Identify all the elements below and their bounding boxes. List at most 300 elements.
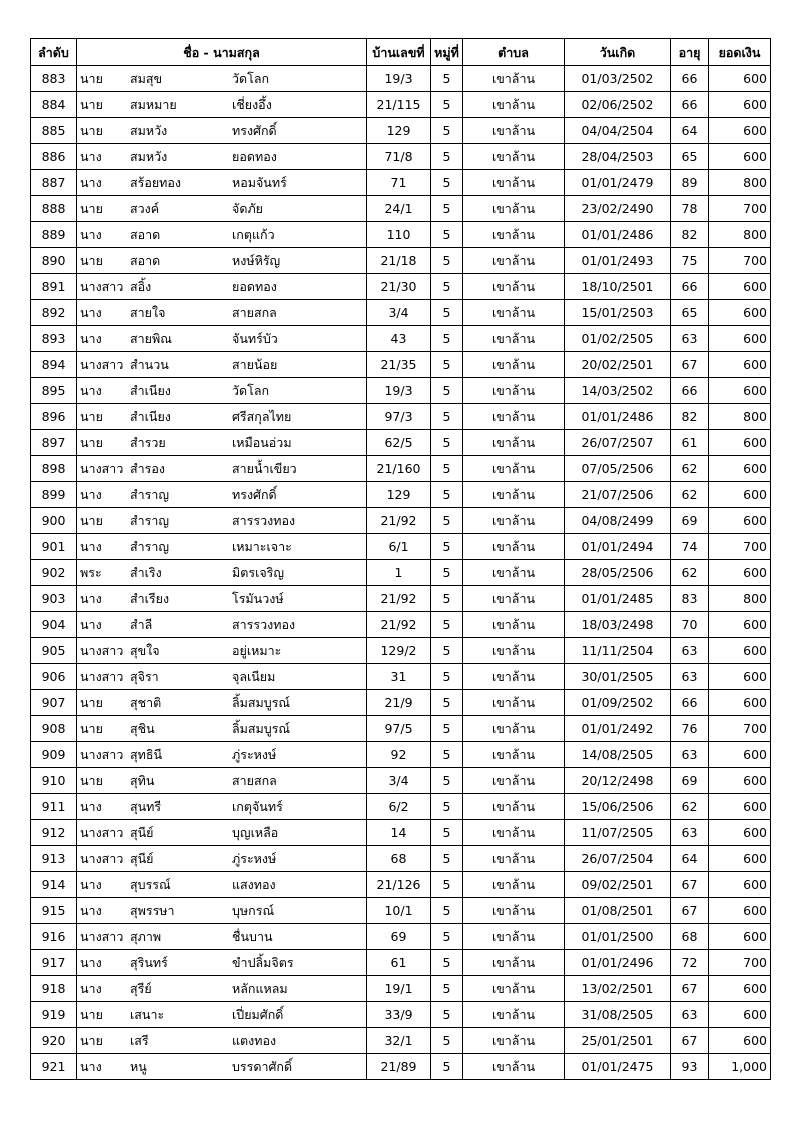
village-number: 5: [431, 898, 463, 924]
full-name-cell: [77, 872, 367, 898]
date-of-birth: 01/01/2479: [565, 170, 671, 196]
amount: 600: [709, 768, 771, 794]
house-number: 21/160: [367, 456, 431, 482]
amount: 600: [709, 794, 771, 820]
first-name: สุนีย์: [130, 851, 154, 866]
row-number: 900: [31, 508, 77, 534]
full-name-cell: [77, 118, 367, 144]
name-title: นางสาว: [80, 669, 124, 684]
house-number: 129/2: [367, 638, 431, 664]
name-title: นางสาว: [80, 747, 124, 762]
subdistrict: เขาล้าน: [463, 118, 565, 144]
age: 70: [671, 612, 709, 638]
full-name-cell: [77, 222, 367, 248]
age: 66: [671, 690, 709, 716]
table-row: [31, 378, 771, 404]
first-name: สำเนียง: [130, 409, 171, 424]
table-row: [31, 742, 771, 768]
table-row: [31, 170, 771, 196]
table-row: [31, 950, 771, 976]
first-name: สำราญ: [130, 513, 170, 528]
amount: 600: [709, 92, 771, 118]
header-house: บ้านเลขที่: [367, 39, 431, 66]
village-number: 5: [431, 196, 463, 222]
full-name-cell: [77, 898, 367, 924]
table-row: [31, 274, 771, 300]
table-row: [31, 456, 771, 482]
table-row: [31, 612, 771, 638]
age: 67: [671, 872, 709, 898]
amount: 600: [709, 976, 771, 1002]
last-name: เหมาะเจาะ: [232, 539, 292, 554]
header-no: ลำดับ: [31, 39, 77, 66]
table-row: [31, 846, 771, 872]
amount: 600: [709, 482, 771, 508]
house-number: 21/92: [367, 612, 431, 638]
name-title: นาง: [80, 955, 102, 970]
name-title: นาง: [80, 981, 102, 996]
row-number: 902: [31, 560, 77, 586]
name-title: นาย: [80, 253, 103, 268]
village-number: 5: [431, 716, 463, 742]
table-row: [31, 508, 771, 534]
first-name: สำนวน: [130, 357, 169, 372]
age: 63: [671, 326, 709, 352]
first-name: สุชาติ: [130, 695, 162, 710]
subdistrict: เขาล้าน: [463, 586, 565, 612]
name-title: นาย: [80, 71, 103, 86]
first-name: สายพิณ: [130, 331, 172, 346]
name-title: นาง: [80, 331, 102, 346]
last-name: มิตรเจริญ: [232, 565, 285, 580]
amount: 600: [709, 664, 771, 690]
first-name: สุพรรษา: [130, 903, 175, 918]
row-number: 903: [31, 586, 77, 612]
date-of-birth: 01/01/2485: [565, 586, 671, 612]
village-number: 5: [431, 1028, 463, 1054]
house-number: 97/3: [367, 404, 431, 430]
name-title: นาง: [80, 903, 102, 918]
row-number: 911: [31, 794, 77, 820]
name-title: นาง: [80, 799, 102, 814]
amount: 700: [709, 950, 771, 976]
full-name-cell: [77, 638, 367, 664]
amount: 600: [709, 456, 771, 482]
row-number: 899: [31, 482, 77, 508]
last-name: ภู่ระหงษ์: [232, 747, 277, 762]
amount: 600: [709, 1002, 771, 1028]
table-row: [31, 924, 771, 950]
row-number: 921: [31, 1054, 77, 1080]
table-row: [31, 222, 771, 248]
date-of-birth: 01/02/2505: [565, 326, 671, 352]
house-number: 21/30: [367, 274, 431, 300]
date-of-birth: 04/08/2499: [565, 508, 671, 534]
subdistrict: เขาล้าน: [463, 352, 565, 378]
table-row: [31, 638, 771, 664]
date-of-birth: 01/01/2486: [565, 404, 671, 430]
full-name-cell: [77, 456, 367, 482]
age: 68: [671, 924, 709, 950]
age: 69: [671, 508, 709, 534]
name-title: นาย: [80, 1007, 103, 1022]
first-name: สุนทรี: [130, 799, 162, 814]
age: 62: [671, 456, 709, 482]
village-number: 5: [431, 794, 463, 820]
date-of-birth: 26/07/2504: [565, 846, 671, 872]
name-title: นาง: [80, 227, 102, 242]
last-name: เหมือนอ่วม: [232, 435, 292, 450]
age: 66: [671, 378, 709, 404]
last-name: ภู่ระหงษ์: [232, 851, 277, 866]
full-name-cell: [77, 404, 367, 430]
house-number: 19/1: [367, 976, 431, 1002]
house-number: 21/35: [367, 352, 431, 378]
subdistrict: เขาล้าน: [463, 872, 565, 898]
first-name: สร้อยทอง: [130, 175, 182, 190]
age: 69: [671, 768, 709, 794]
table-row: [31, 1028, 771, 1054]
age: 63: [671, 664, 709, 690]
last-name: วัดโลก: [232, 383, 270, 398]
name-title: นาย: [80, 123, 103, 138]
house-number: 21/115: [367, 92, 431, 118]
table-row: [31, 820, 771, 846]
date-of-birth: 04/04/2504: [565, 118, 671, 144]
subdistrict: เขาล้าน: [463, 638, 565, 664]
row-number: 918: [31, 976, 77, 1002]
amount: 600: [709, 846, 771, 872]
amount: 600: [709, 326, 771, 352]
full-name-cell: [77, 976, 367, 1002]
full-name-cell: [77, 66, 367, 92]
date-of-birth: 31/08/2505: [565, 1002, 671, 1028]
village-number: 5: [431, 820, 463, 846]
full-name-cell: [77, 950, 367, 976]
date-of-birth: 15/01/2503: [565, 300, 671, 326]
house-number: 3/4: [367, 768, 431, 794]
table-row: [31, 716, 771, 742]
row-number: 905: [31, 638, 77, 664]
first-name: สมหวัง: [130, 123, 168, 138]
table-row: [31, 898, 771, 924]
date-of-birth: 07/05/2506: [565, 456, 671, 482]
subdistrict: เขาล้าน: [463, 716, 565, 742]
last-name: ลิ้มสมบูรณ์: [232, 721, 291, 736]
age: 67: [671, 352, 709, 378]
table-row: [31, 248, 771, 274]
subdistrict: เขาล้าน: [463, 846, 565, 872]
full-name-cell: [77, 690, 367, 716]
subdistrict: เขาล้าน: [463, 482, 565, 508]
row-number: 895: [31, 378, 77, 404]
row-number: 892: [31, 300, 77, 326]
amount: 600: [709, 118, 771, 144]
first-name: สำราญ: [130, 539, 170, 554]
table-body: [31, 66, 771, 1080]
name-title: นางสาว: [80, 643, 124, 658]
last-name: หอมจันทร์: [232, 175, 287, 190]
date-of-birth: 20/12/2498: [565, 768, 671, 794]
header-name: ชื่อ - นามสกุล: [77, 39, 367, 66]
full-name-cell: [77, 274, 367, 300]
age: 65: [671, 144, 709, 170]
row-number: 894: [31, 352, 77, 378]
name-title: นาง: [80, 539, 102, 554]
age: 76: [671, 716, 709, 742]
village-number: 5: [431, 1054, 463, 1080]
date-of-birth: 01/01/2500: [565, 924, 671, 950]
subdistrict: เขาล้าน: [463, 378, 565, 404]
village-number: 5: [431, 638, 463, 664]
last-name: จันทร์บัว: [232, 331, 278, 346]
date-of-birth: 01/03/2502: [565, 66, 671, 92]
house-number: 68: [367, 846, 431, 872]
amount: 600: [709, 690, 771, 716]
village-number: 5: [431, 742, 463, 768]
last-name: จัดภัย: [232, 201, 264, 216]
last-name: ยอดทอง: [232, 279, 277, 294]
beneficiary-table: [30, 38, 771, 1080]
amount: 600: [709, 430, 771, 456]
date-of-birth: 09/02/2501: [565, 872, 671, 898]
age: 64: [671, 118, 709, 144]
house-number: 21/92: [367, 586, 431, 612]
house-number: 19/3: [367, 378, 431, 404]
name-title: นาย: [80, 201, 103, 216]
house-number: 92: [367, 742, 431, 768]
village-number: 5: [431, 690, 463, 716]
name-title: นางสาว: [80, 461, 124, 476]
date-of-birth: 01/08/2501: [565, 898, 671, 924]
name-title: นาง: [80, 175, 102, 190]
last-name: สารรวงทอง: [232, 617, 296, 632]
amount: 600: [709, 352, 771, 378]
village-number: 5: [431, 118, 463, 144]
amount: 600: [709, 872, 771, 898]
row-number: 897: [31, 430, 77, 456]
name-title: นางสาว: [80, 851, 124, 866]
age: 66: [671, 92, 709, 118]
row-number: 890: [31, 248, 77, 274]
first-name: สุทธินี: [130, 747, 163, 762]
full-name-cell: [77, 534, 367, 560]
first-name: สำลี: [130, 617, 153, 632]
house-number: 129: [367, 118, 431, 144]
full-name-cell: [77, 846, 367, 872]
village-number: 5: [431, 326, 463, 352]
house-number: 71/8: [367, 144, 431, 170]
age: 66: [671, 66, 709, 92]
house-number: 129: [367, 482, 431, 508]
first-name: สำเนียง: [130, 383, 171, 398]
house-number: 69: [367, 924, 431, 950]
amount: 600: [709, 820, 771, 846]
full-name-cell: [77, 352, 367, 378]
age: 74: [671, 534, 709, 560]
first-name: สมหมาย: [130, 97, 177, 112]
village-number: 5: [431, 534, 463, 560]
subdistrict: เขาล้าน: [463, 534, 565, 560]
house-number: 6/2: [367, 794, 431, 820]
name-title: นาง: [80, 383, 102, 398]
name-title: นางสาว: [80, 357, 124, 372]
village-number: 5: [431, 430, 463, 456]
full-name-cell: [77, 768, 367, 794]
age: 61: [671, 430, 709, 456]
subdistrict: เขาล้าน: [463, 326, 565, 352]
row-number: 887: [31, 170, 77, 196]
house-number: 14: [367, 820, 431, 846]
name-title: นางสาว: [80, 929, 124, 944]
amount: 600: [709, 144, 771, 170]
house-number: 21/126: [367, 872, 431, 898]
row-number: 908: [31, 716, 77, 742]
row-number: 916: [31, 924, 77, 950]
last-name: เกตุแก้ว: [232, 227, 275, 242]
subdistrict: เขาล้าน: [463, 196, 565, 222]
village-number: 5: [431, 378, 463, 404]
date-of-birth: 01/01/2494: [565, 534, 671, 560]
date-of-birth: 01/01/2493: [565, 248, 671, 274]
row-number: 885: [31, 118, 77, 144]
last-name: จุลเนียม: [232, 669, 276, 684]
amount: 700: [709, 248, 771, 274]
row-number: 914: [31, 872, 77, 898]
full-name-cell: [77, 248, 367, 274]
full-name-cell: [77, 1028, 367, 1054]
row-number: 889: [31, 222, 77, 248]
village-number: 5: [431, 248, 463, 274]
subdistrict: เขาล้าน: [463, 794, 565, 820]
last-name: เปี่ยมศักดิ์: [232, 1007, 284, 1022]
last-name: หงษ์หิรัญ: [232, 253, 281, 268]
full-name-cell: [77, 144, 367, 170]
house-number: 33/9: [367, 1002, 431, 1028]
age: 63: [671, 638, 709, 664]
date-of-birth: 30/01/2505: [565, 664, 671, 690]
table-row: [31, 118, 771, 144]
header-moo: หมู่ที่: [431, 39, 463, 66]
row-number: 886: [31, 144, 77, 170]
subdistrict: เขาล้าน: [463, 898, 565, 924]
amount: 1,000: [709, 1054, 771, 1080]
amount: 600: [709, 1028, 771, 1054]
house-number: 62/5: [367, 430, 431, 456]
full-name-cell: [77, 170, 367, 196]
table-row: [31, 430, 771, 456]
date-of-birth: 14/08/2505: [565, 742, 671, 768]
last-name: ศรีสกุลไทย: [232, 409, 292, 424]
amount: 800: [709, 222, 771, 248]
table-row: [31, 1054, 771, 1080]
village-number: 5: [431, 274, 463, 300]
date-of-birth: 14/03/2502: [565, 378, 671, 404]
table-row: [31, 482, 771, 508]
first-name: สำราญ: [130, 487, 170, 502]
name-title: พระ: [80, 565, 102, 580]
amount: 600: [709, 378, 771, 404]
table-row: [31, 872, 771, 898]
amount: 600: [709, 508, 771, 534]
row-number: 901: [31, 534, 77, 560]
village-number: 5: [431, 170, 463, 196]
village-number: 5: [431, 872, 463, 898]
full-name-cell: [77, 1002, 367, 1028]
first-name: สำเรียง: [130, 591, 170, 606]
last-name: หลักแหลม: [232, 981, 288, 996]
name-title: นาย: [80, 695, 103, 710]
first-name: สมสุข: [130, 71, 163, 86]
age: 67: [671, 976, 709, 1002]
last-name: บุษกรณ์: [232, 903, 275, 918]
house-number: 32/1: [367, 1028, 431, 1054]
village-number: 5: [431, 352, 463, 378]
village-number: 5: [431, 586, 463, 612]
table-row: [31, 1002, 771, 1028]
house-number: 31: [367, 664, 431, 690]
row-number: 910: [31, 768, 77, 794]
house-number: 61: [367, 950, 431, 976]
date-of-birth: 25/01/2501: [565, 1028, 671, 1054]
row-number: 893: [31, 326, 77, 352]
age: 66: [671, 274, 709, 300]
subdistrict: เขาล้าน: [463, 1054, 565, 1080]
name-title: นาง: [80, 877, 102, 892]
house-number: 43: [367, 326, 431, 352]
full-name-cell: [77, 430, 367, 456]
table-row: [31, 326, 771, 352]
name-title: นางสาว: [80, 279, 124, 294]
table-row: [31, 144, 771, 170]
age: 83: [671, 586, 709, 612]
name-title: นาง: [80, 487, 102, 502]
age: 72: [671, 950, 709, 976]
age: 78: [671, 196, 709, 222]
subdistrict: เขาล้าน: [463, 222, 565, 248]
age: 89: [671, 170, 709, 196]
subdistrict: เขาล้าน: [463, 664, 565, 690]
village-number: 5: [431, 768, 463, 794]
name-title: นาง: [80, 149, 102, 164]
date-of-birth: 01/01/2475: [565, 1054, 671, 1080]
date-of-birth: 13/02/2501: [565, 976, 671, 1002]
name-title: นาย: [80, 409, 103, 424]
age: 64: [671, 846, 709, 872]
full-name-cell: [77, 664, 367, 690]
last-name: สารรวงทอง: [232, 513, 296, 528]
village-number: 5: [431, 300, 463, 326]
date-of-birth: 15/06/2506: [565, 794, 671, 820]
full-name-cell: [77, 612, 367, 638]
village-number: 5: [431, 924, 463, 950]
last-name: สายสกล: [232, 773, 277, 788]
age: 62: [671, 560, 709, 586]
amount: 600: [709, 560, 771, 586]
subdistrict: เขาล้าน: [463, 430, 565, 456]
first-name: สอาด: [130, 227, 161, 242]
table-row: [31, 534, 771, 560]
age: 62: [671, 482, 709, 508]
name-title: นาย: [80, 1033, 103, 1048]
house-number: 1: [367, 560, 431, 586]
age: 75: [671, 248, 709, 274]
first-name: สำรอง: [130, 461, 165, 476]
last-name: เชี่ยงอึ้ง: [232, 97, 272, 112]
amount: 600: [709, 66, 771, 92]
last-name: แสงทอง: [232, 877, 276, 892]
date-of-birth: 11/07/2505: [565, 820, 671, 846]
